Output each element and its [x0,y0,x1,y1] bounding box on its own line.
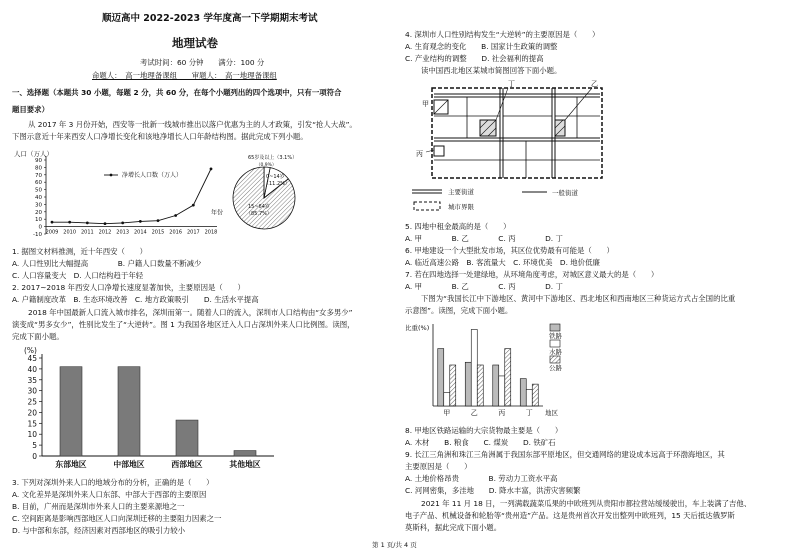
intro-train-1: 2021 年 11 月 18 日，一列满载蔬菜瓜果的中欧班列从贵阳市都拉营站缓缓驶出，车上装满了吉他、 [421,499,752,508]
q7-stem: 7. 若在四地选择一处建绿地，从环境角度考虑，对城区意义最大的是（ ） [405,270,659,279]
q8-options: A. 木材 B. 粮食 C. 煤炭 D. 铁矿石 [405,438,556,447]
fig4-bar-水路 [471,329,477,406]
q5-stem: 5. 四地中租金最高的是（ ） [405,222,511,231]
q2-options: A. 户籍制度改革 B. 生态环境改善 C. 地方政策吸引 D. 生活水平提高 [12,295,259,304]
intro-2-line-1: 2018 年中国最新人口流入城市排名，深圳而第一。随着人口的流入，深圳市人口结构由“女多男少” [28,308,353,317]
fig1-point [121,222,124,225]
intro-train-2: 电子产品、机械设备和轮胎等“贵州造”产品。这是贵州首次开发出整列中欧班列，15 天后抵达俄罗斯 [405,511,735,520]
exam-title: 顺迈高中 2022-2023 学年度高一下学期期末考试 [102,13,318,24]
fig1-ytick-label: 70 [35,172,42,179]
fig1-xtick-label: 2016 [169,229,183,236]
pie-label-15-64: 15~64岁 [248,204,270,210]
q3-stem: 3. 下列对深圳外来人口的地域分布的分析，正确的是（ ） [12,478,214,487]
fig2-ytick-label: 0 [32,452,37,461]
fig4-bar-水路 [444,392,450,406]
intro-2-line-3: 完成下面小题。 [12,332,64,341]
fig2-bar [118,367,140,456]
fig1-ytick-label: 60 [35,180,42,187]
fig4-category-label: 丙 [498,409,506,417]
fig4-legend-label: 公路 [549,364,562,372]
q1-options-cd: C. 人口容量变大 D. 人口结构趋于年轻 [12,271,144,280]
fig2-ytick-label: 20 [27,408,37,418]
intro-train-3: 莫斯科，据此完成下面小题。 [405,523,502,532]
q6-stem: 6. 甲地建设一个大型批发市场，其区位优势最有可能是（ ） [405,246,614,255]
fig2-ytick-label: 5 [32,441,37,451]
population-line-chart [12,146,232,246]
subject-title: 地理试卷 [172,36,218,50]
q1-stem: 1. 据图文材料推测，近十年西安（ ） [12,247,148,256]
fig1-xtick-label: 2018 [204,229,218,236]
fig4-bar-水路 [526,390,532,406]
intro-transport-1: 下图为“我国长江中下游地区、黄河中下游地区、西北地区和西南地区三种货运方式占全国的比重 [421,294,736,303]
fig1-point [139,220,142,223]
fig1-point [51,221,54,224]
section-heading: 一、选择题（本题共 30 小题，每题 2 分，共 60 分，在每个小题列出的四个选项中，只有一项符合 [12,88,342,97]
fig4-bar-铁路 [465,362,471,406]
fig1-ytick-label: 10 [35,217,42,224]
fig4-bar-公路 [477,365,483,406]
fig4-bar-公路 [505,349,511,406]
fig1-xtick-label: 2010 [63,229,77,236]
fig2-ytick-label: 25 [27,397,37,407]
fig4-y-label: 比重(%) [405,324,430,332]
fig1-xtick-label: 2017 [186,229,200,236]
q3-option-a: A. 文化差异是深圳外来人口东部、中部大于西部的主要原因 [12,490,207,499]
q2-stem: 2. 2017~2018 年西安人口净增长速度显著加快，主要原因是（ ） [12,283,245,292]
fig1-y-label: 人口（万人） [14,150,53,158]
district-bing [416,146,444,158]
fig2-ytick-label: 45 [27,354,37,363]
legend-main-street: 主要街道 [448,188,474,196]
fig4-x-label: 地区 [545,409,558,417]
fig2-bar [234,451,256,456]
city-map [412,80,612,215]
pie-title-label: 65岁及以上（3.1%） [248,155,298,161]
fig1-point [68,221,71,224]
age-structure-pie [226,150,300,234]
intro-2-line-2: 演变成“男多女少”，性别比发生了“大逆转”。图 1 为我国各地区迁入人口占深圳外来人口比例图。读图， [12,320,355,329]
fig1-xtick-label: 2009 [45,229,59,236]
section-heading-cont: 题目要求） [12,105,49,114]
fig1-x-label: 年份 [211,209,224,217]
fig2-ytick-label: 40 [27,364,37,374]
fig1-point [192,204,195,207]
fig2-ytick-label: 30 [27,386,37,396]
fig1-xtick-label: 2014 [133,229,147,236]
fig2-ytick-label: 15 [27,419,37,429]
q7-options: A. 甲 B. 乙 C. 丙 D. 丁 [405,282,563,291]
fig4-bar-铁路 [493,365,499,406]
pie-label-0-14-pct: （11.2%） [264,181,290,187]
fig4-legend-swatch [550,340,560,347]
fig4-bar-水路 [499,376,505,406]
fig1-ytick-label: 90 [35,158,42,164]
q3-option-b: B. 目前，广州而是深圳市外来人口的主要来源地之一 [12,502,185,511]
fig1-point [210,167,213,170]
q9-stem-cont: 主要原因是（ ） [405,462,472,471]
fig4-category-label: 丁 [525,409,533,417]
fig4-legend-label: 水路 [549,348,562,356]
map-intro: 读中国西北地区某城市简图回答下面小题。 [421,66,562,75]
q4-options-ab: A. 生育观念的变化 B. 国家计生政策的调整 [405,42,558,51]
pie-label-15-64-pct: （85.7%） [246,211,272,217]
q1-options-ab: A. 人口性别比大幅提高 B. 户籍人口数量不断减少 [12,259,202,268]
fig4-legend-swatch [550,324,560,331]
freight-share-chart [405,318,605,422]
fig2-ytick-label: 35 [27,375,37,385]
q4-stem: 4. 深圳市人口性别结构发生“大逆转”的主要原因是（ ） [405,30,600,39]
fig2-category-label: 东部地区 [55,460,87,469]
label-bing: 丙 [416,150,423,158]
fig1-xtick-label: 2015 [151,229,165,236]
fig1-ytick-label: 50 [35,187,42,194]
q4-options-cd: C. 产业结构的调整 D. 社会福利的提高 [405,54,544,63]
district-jia [422,100,448,114]
map-legend [412,187,579,211]
fig2-bar [60,367,82,456]
fig1-legend-marker [110,174,113,177]
intro-1-line-2: 下图示意近十年来西安人口净增长变化和该地净增长人口年龄结构图。据此完成下列小题。 [12,132,308,141]
city-boundary [432,88,602,178]
fig1-ytick-label: 40 [35,195,42,201]
fig1-point [104,222,107,225]
fig4-category-label: 甲 [443,409,451,417]
fig1-point [157,219,160,222]
time-score: 考试时间：60 分钟 满分：100 分 [140,58,265,67]
fig2-y-label: (%) [24,346,37,355]
fig1-ytick-label: 0 [38,224,42,231]
fig4-legend-swatch [550,356,560,363]
label-jia: 甲 [422,100,429,108]
district-ding [480,80,515,136]
fig1-point [174,214,177,217]
pie-label-0-14: 0~14岁 [266,174,285,180]
fig2-ytick-label: 10 [27,430,37,440]
pie-label-small-pct: （0.9%） [256,163,277,168]
fig2-bar [176,420,198,456]
q6-options: A. 临近高速公路 B. 客流量大 C. 环境优美 D. 地价低廉 [405,258,600,267]
fig4-legend-label: 铁路 [549,332,562,340]
intro-1-line-1: 从 2017 年 3 月份开始，西安等一批新一线城市推出以落户优惠为主的人才政策，引发“抢人大战”。 [28,120,357,129]
fig4-category-label: 乙 [470,409,478,417]
fig1-legend-label: 净增长人口数（万人） [122,172,183,179]
intro-transport-2: 示意图”。读图，完成下面小题。 [405,306,513,315]
authors-line: 命题人： 高一地理备课组 审题人： 高一地理备课组 [92,71,277,80]
page-footer: 第 1 页/共 4 页 [372,541,417,549]
fig1-point [86,222,89,225]
shenzhen-migrant-bar-chart [12,344,282,474]
fig1-ytick-label: 20 [35,209,42,216]
fig1-xtick-label: 2012 [98,229,112,236]
q3-option-d: D. 与中部和东部，经济因素对西部地区的吸引力较小 [12,526,185,535]
fig4-bar-铁路 [438,349,444,406]
q9-options-cd: C. 河网密集，多洼地 D. 降水丰富，洪涝灾害频繁 [405,486,581,495]
q9-stem: 9. 长江三角洲和珠江三角洲属于我国东部平原地区，但交通网络的建设成本远高于环渤海地区，其 [405,450,725,459]
fig2-category-label: 中部地区 [113,460,145,469]
label-yi: 乙 [591,80,598,88]
legend-city-boundary: 城市界限 [448,203,474,211]
q5-options: A. 甲 B. 乙 C. 丙 D. 丁 [405,234,563,243]
q9-options-ab: A. 土地价格昂贵 B. 劳动力工资水平高 [405,474,558,483]
fig1-ytick-label: 30 [35,202,42,209]
fig1-xtick-label: 2011 [80,229,94,236]
fig2-category-label: 其他地区 [229,460,261,469]
fig1-xtick-label: 2013 [116,229,130,236]
q3-option-c: C. 空间距离是影响西部地区人口向深圳迁移的主要阻力因素之一 [12,514,222,523]
main-streets [434,88,600,178]
fig2-category-label: 西部地区 [171,460,203,469]
fig4-bar-铁路 [520,379,526,406]
fig1-ytick-label: -10 [33,232,42,238]
fig4-bar-公路 [532,384,538,406]
label-ding: 丁 [508,80,515,88]
fig4-bar-公路 [450,365,456,406]
q8-stem: 8. 甲地区铁路运输的大宗货物最主要是（ ） [405,426,563,435]
legend-general-street: 一般街道 [552,189,578,197]
fig1-ytick-label: 80 [35,165,42,172]
